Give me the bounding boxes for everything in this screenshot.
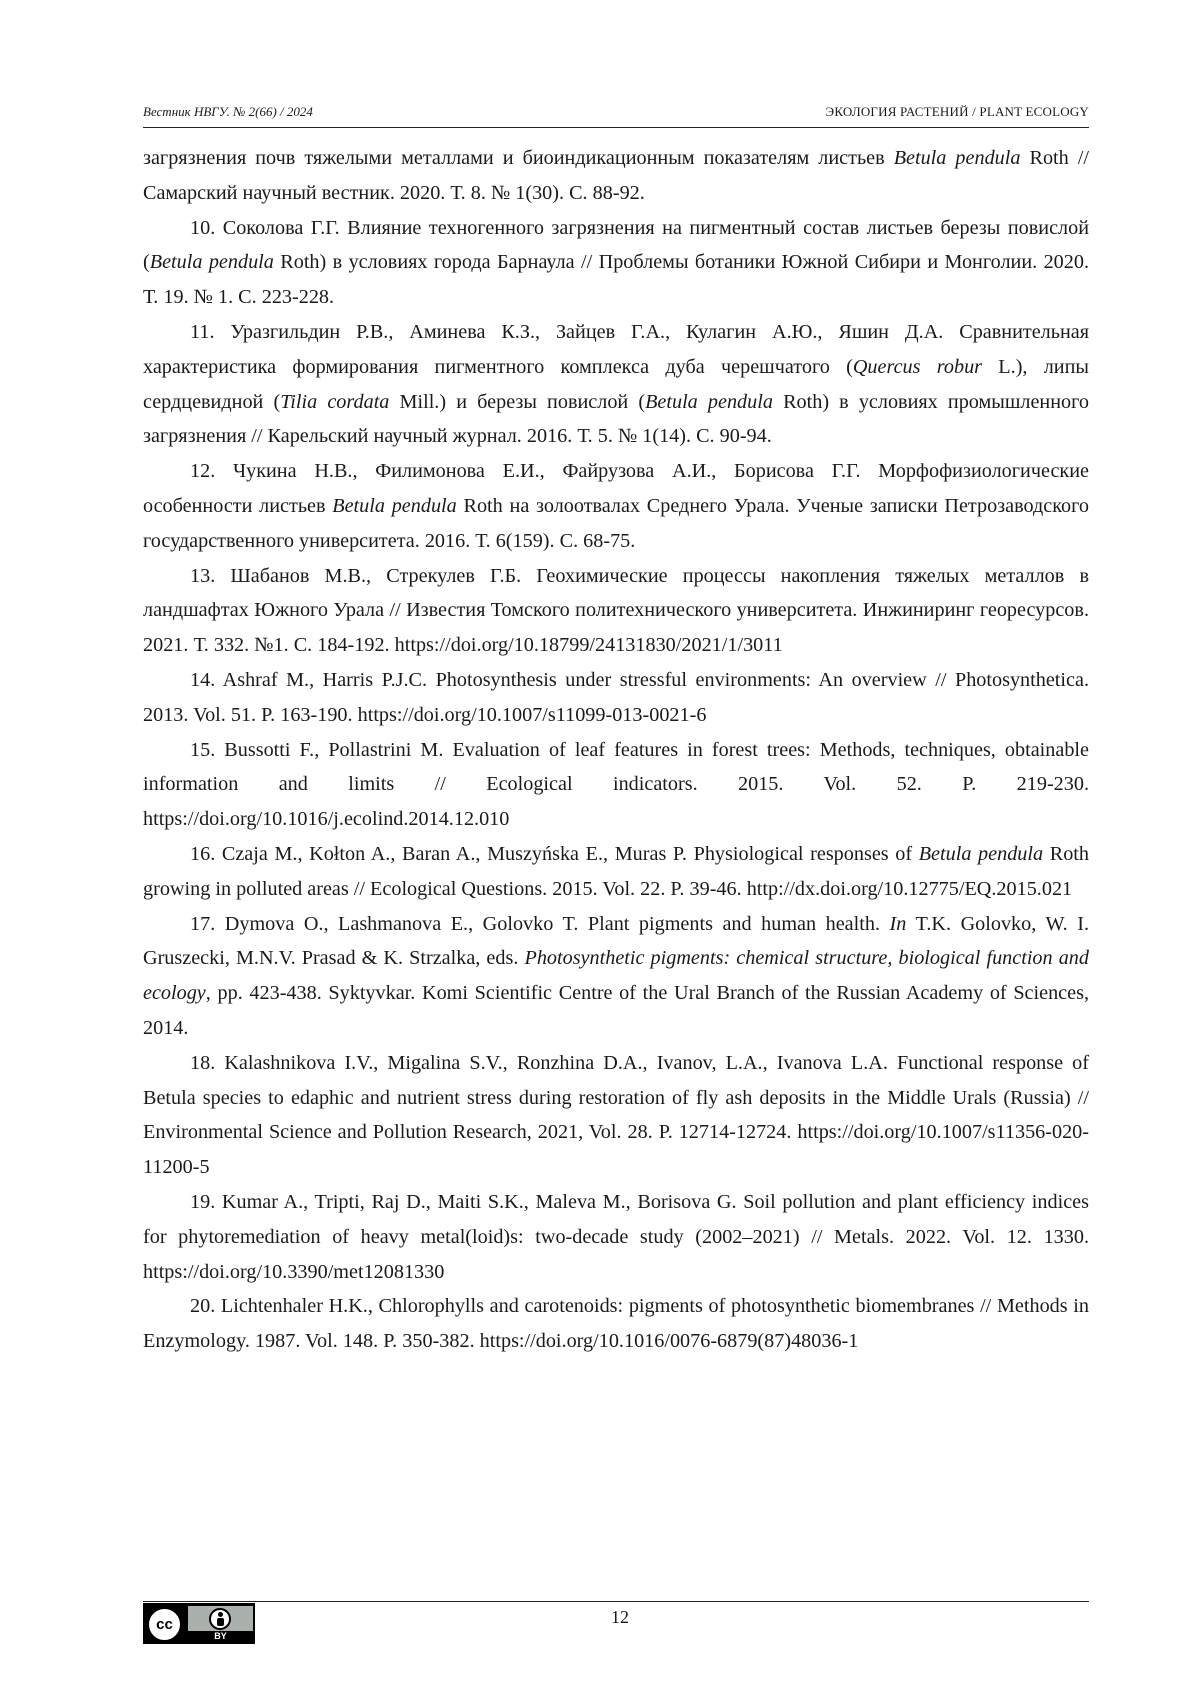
reference-20	[143, 1289, 1089, 1359]
species-name: Betula pendula	[332, 494, 457, 517]
reference-15	[143, 733, 1089, 837]
cc-icon: cc	[147, 1607, 182, 1642]
ref-text: 11. Уразгильдин Р.В., Аминева К.З., Зайцев Г.А., Кулагин А.Ю., Яшин Д.А. Сравнительная характеристика формирования пигментного комплекса дуба черешчатого (	[143, 320, 1089, 378]
ref-text: 19. Kumar A., Tripti, Raj D., Maiti S.K., Maleva M., Borisova G. Soil pollution and plant efficiency indices for phytoremediation of heavy metal(loid)s: two-decade study (2002–2021) // Metals. 2022. Vol. 12. 1330. https://doi.org/10.3390/met12081330	[143, 1190, 1089, 1283]
ref-text: 15. Bussotti F., Pollastrini M. Evaluation of leaf features in forest trees: Methods, techniques, obtainable information and limits // Ecological indicators. 2015. Vol. 52. P. 219-230. https://doi.org/10.1016/j.ecolind.2014.12.010	[143, 738, 1089, 831]
ref-text: 16. Czaja M., Kołton A., Baran A., Muszyńska E., Muras P. Physiological responses of	[190, 842, 919, 865]
ref-text: Roth // Самарский научный вестник. 2020. Т. 8. № 1(30). С. 88-92.	[143, 147, 1090, 204]
species-name: Quercus robur	[852, 355, 983, 378]
by-label: BY	[188, 1631, 253, 1642]
running-header	[143, 104, 1089, 126]
reference-16	[143, 837, 1089, 907]
ref-text: 12. Чукина Н.В., Филимонова Е.И., Файрузова А.И., Борисова Г.Г. Морфофизиологические особенности листьев	[143, 460, 1089, 517]
footer-rule	[143, 1601, 1089, 1602]
ref-text: 14. Ashraf M., Harris P.J.C. Photosynthesis under stressful environments: An overview // Photosynthetica. 2013. Vol. 51. P. 163-190. https://doi.org/10.1007/s11099-013-0021-6	[143, 668, 1089, 726]
reference-10	[143, 211, 1089, 315]
ref-text: 20. Lichtenhaler H.K., Chlorophylls and carotenoids: pigments of photosynthetic biomembranes // Methods in Enzymology. 1987. Vol. 148. P. 350-382. https://doi.org/10.1016/0076-6879(87)48036-1	[143, 1295, 1089, 1353]
species-name: Betula pendula	[893, 147, 1021, 169]
reference-17	[143, 907, 1089, 1046]
ref-text: , pp. 423-438. Syktyvkar. Komi Scientific Centre of the Ural Branch of the Russian Academy of Sciences, 2014.	[143, 982, 1089, 1039]
page-number: 12	[611, 1607, 629, 1627]
ref-text: Roth growing in polluted areas // Ecological Questions. 2015. Vol. 22. P. 39-46. http://dx.doi.org/10.12775/EQ.2015.021	[143, 842, 1089, 900]
reference-14	[143, 663, 1089, 733]
species-name: Tilia cordata	[280, 390, 390, 413]
ref-text: 18. Kalashnikova I.V., Migalina S.V., Ronzhina D.A., Ivanov, L.A., Ivanova L.A. Functional response of Betula species to edaphic and nutrient stress during restoration of fly ash deposits in the Middle Urals (Russia) // Environmental Science and Pollution Research, 2021, Vol. 28. P. 12714-12724. https://doi.org/10.1007/s11356-020-11200-5	[143, 1051, 1089, 1179]
ref-text: Roth) в условиях промышленного загрязнения // Карельский научный журнал. 2016. Т. 5. № 1(14). С. 90-94.	[143, 390, 1089, 448]
ref-text: Mill.) и березы повислой (	[389, 390, 646, 413]
reference-19	[143, 1185, 1089, 1289]
species-name: Betula pendula	[149, 251, 274, 274]
reference-18	[143, 1046, 1089, 1185]
ref-text: T.K. Golovko, W. I. Gruszecki, M.N.V. Prasad & K. Strzalka, eds.	[143, 912, 1089, 970]
ref-text: Roth на золоотвалах Среднего Урала. Ученые записки Петрозаводского государственного университета. 2016. Т. 6(159). С. 68-75.	[143, 494, 1089, 552]
book-title: Photosynthetic pigments: chemical structure, biological function and ecology	[143, 947, 1089, 1005]
ref-text: L.), липы сердцевидной (	[143, 355, 1089, 413]
reference-13	[143, 559, 1089, 663]
reference-list	[143, 141, 1089, 1359]
ref-text: 10. Соколова Г.Г. Влияние техногенного загрязнения на пигментный состав листьев березы повислой (	[143, 216, 1089, 274]
section-title: ЭКОЛОГИЯ РАСТЕНИЙ / PLANT ECOLOGY	[825, 104, 1089, 119]
reference-9-continuation	[143, 141, 1089, 211]
species-name: Betula pendula	[918, 842, 1044, 865]
reference-12	[143, 454, 1089, 558]
ref-text: Roth) в условиях города Барнаула // Проблемы ботаники Южной Сибири и Монголии. 2020. Т. 19. № 1. С. 223-228.	[143, 251, 1090, 309]
ref-text: 13. Шабанов М.В., Стрекулев Г.Б. Геохимические процессы накопления тяжелых металлов в ландшафтах Южного Урала // Известия Томского политехнического университета. Инжиниринг георесурсов. 2021. Т. 332. №1. С. 184-192. https://doi.org/10.18799/24131830/2021/1/3011	[143, 564, 1089, 657]
header-rule	[143, 127, 1089, 128]
ref-text: загрязнения почв тяжелыми металлами и биоиндикационным показателям листьев	[143, 147, 894, 169]
species-name: Betula pendula	[645, 390, 773, 413]
ref-text: 17. Dymova O., Lashmanova E., Golovko T. Plant pigments and human health.	[190, 912, 890, 935]
journal-title: Вестник НВГУ. № 2(66) / 2024	[143, 104, 313, 119]
italic-text: In	[889, 912, 907, 935]
reference-11	[143, 315, 1089, 454]
